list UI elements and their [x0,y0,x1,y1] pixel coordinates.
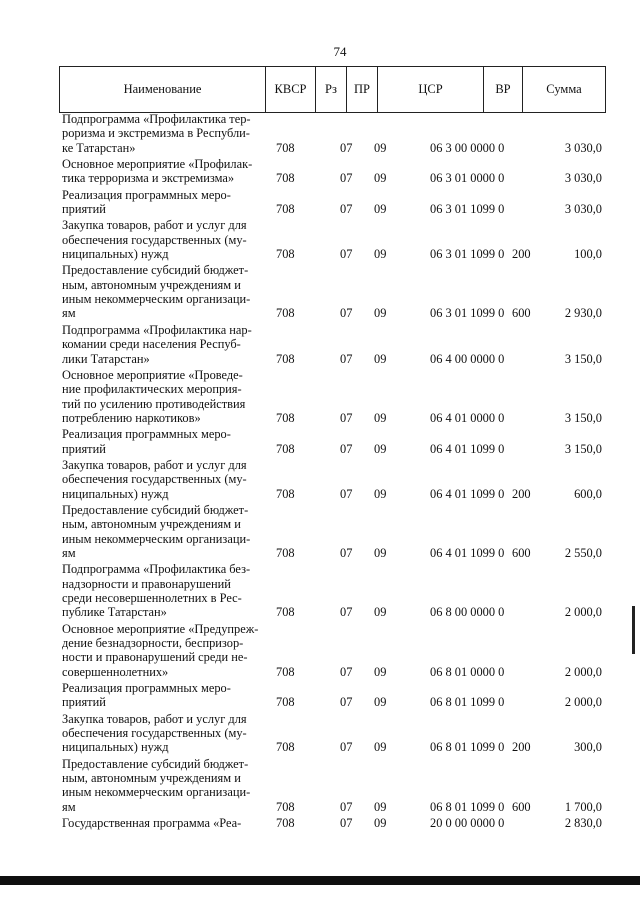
row-pr: 09 [374,664,387,679]
row-kvsr: 708 [276,140,295,155]
row-pr: 09 [374,351,387,366]
row-kvsr: 708 [276,171,295,186]
row-name: Государственная программа «Реа- [62,816,242,831]
row-sum: 3 030,0 [564,202,602,217]
row-pr: 09 [374,202,387,217]
row-kvsr: 708 [276,740,295,755]
header-sum: Сумма [523,67,606,113]
row-kvsr: 708 [276,351,295,366]
row-csr: 06 4 01 0000 0 [430,410,505,425]
row-sum: 2 930,0 [564,306,602,321]
row-kvsr: 708 [276,816,295,831]
row-vr: 200 [512,486,531,501]
row-csr: 06 4 01 1099 0 [430,486,505,501]
row-rz: 07 [340,799,353,814]
row-vr: 600 [512,545,531,560]
row-kvsr: 708 [276,799,295,814]
row-pr: 09 [374,695,387,710]
row-pr: 09 [374,306,387,321]
row-csr: 06 4 01 1099 0 [430,441,505,456]
row-csr: 06 8 01 1099 0 [430,799,505,814]
row-sum: 1 700,0 [564,799,602,814]
row-kvsr: 708 [276,664,295,679]
row-name: Основное мероприятие «Профилак- тика терроризма и экстремизма» [62,157,253,186]
row-kvsr: 708 [276,410,295,425]
row-pr: 09 [374,441,387,456]
row-csr: 20 0 00 0000 0 [430,816,505,831]
header-pr: ПР [347,67,378,113]
table-row [62,188,614,217]
row-vr: 600 [512,306,531,321]
row-rz: 07 [340,664,353,679]
row-sum: 3 030,0 [564,171,602,186]
table-row [62,816,614,830]
row-vr: 600 [512,799,531,814]
row-name: Предоставление субсидий бюджет- ным, автономным учреждениям и иным некоммерческим организаци- ям [62,502,251,560]
row-name: Подпрограмма «Профилактика без- надзорности и правонарушений среди несовершеннолетних в Рес- публике Татарстан» [62,562,251,620]
row-pr: 09 [374,410,387,425]
row-csr: 06 4 00 0000 0 [430,351,505,366]
scan-edge-mark [632,606,635,654]
table-row [62,562,614,619]
row-vr: 200 [512,740,531,755]
row-kvsr: 708 [276,545,295,560]
header-rz: Рз [316,67,347,113]
row-vr: 200 [512,247,531,262]
row-rz: 07 [340,202,353,217]
row-sum: 2 550,0 [564,545,602,560]
row-sum: 3 150,0 [564,410,602,425]
row-name: Закупка товаров, работ и услуг для обеспечения государственных (му- ниципальных) нужд [62,457,247,501]
row-pr: 09 [374,140,387,155]
row-csr: 06 8 01 0000 0 [430,664,505,679]
row-rz: 07 [340,306,353,321]
row-csr: 06 3 01 1099 0 [430,202,505,217]
row-name: Предоставление субсидий бюджет- ным, автономным учреждениям и иным некоммерческим организаци- ям [62,756,251,814]
header-kvsr: КВСР [266,67,316,113]
row-sum: 3 150,0 [564,351,602,366]
row-name: Предоставление субсидий бюджет- ным, автономным учреждениям и иным некоммерческим организаци- ям [62,263,251,321]
table-row [62,263,614,320]
table-row [62,712,614,755]
table-row [62,622,614,679]
table-row [62,112,614,155]
row-rz: 07 [340,247,353,262]
row-pr: 09 [374,816,387,831]
row-pr: 09 [374,545,387,560]
row-sum: 100,0 [574,247,602,262]
row-sum: 3 030,0 [564,140,602,155]
row-csr: 06 8 00 0000 0 [430,605,505,620]
row-rz: 07 [340,171,353,186]
row-rz: 07 [340,410,353,425]
row-pr: 09 [374,486,387,501]
table-row [62,323,614,366]
row-pr: 09 [374,740,387,755]
row-name: Закупка товаров, работ и услуг для обеспечения государственных (му- ниципальных) нужд [62,711,247,755]
budget-table-header [59,66,606,113]
table-row [62,503,614,560]
row-pr: 09 [374,171,387,186]
row-csr: 06 3 01 1099 0 [430,306,505,321]
row-csr: 06 3 00 0000 0 [430,140,505,155]
row-csr: 06 8 01 1099 0 [430,740,505,755]
row-name: Основное мероприятие «Проведе- ние профилактических мероприя- тий по усилению противодействия потреблению наркотиков» [62,367,246,425]
row-kvsr: 708 [276,695,295,710]
row-csr: 06 3 01 0000 0 [430,171,505,186]
header-csr: ЦСР [378,67,484,113]
row-pr: 09 [374,605,387,620]
row-kvsr: 708 [276,247,295,262]
budget-table-body [62,112,614,831]
row-sum: 2 830,0 [564,816,602,831]
row-pr: 09 [374,799,387,814]
table-row [62,681,614,710]
row-rz: 07 [340,695,353,710]
row-rz: 07 [340,441,353,456]
row-rz: 07 [340,486,353,501]
row-csr: 06 4 01 1099 0 [430,545,505,560]
row-kvsr: 708 [276,202,295,217]
header-name: Наименование [60,67,266,113]
row-kvsr: 708 [276,441,295,456]
row-csr: 06 8 01 1099 0 [430,695,505,710]
row-kvsr: 708 [276,605,295,620]
table-row [62,157,614,186]
row-csr: 06 3 01 1099 0 [430,247,505,262]
header-row [60,67,606,113]
row-pr: 09 [374,247,387,262]
row-kvsr: 708 [276,306,295,321]
header-vr: ВР [484,67,523,113]
row-kvsr: 708 [276,486,295,501]
row-rz: 07 [340,740,353,755]
table-row [62,218,614,261]
row-sum: 2 000,0 [564,605,602,620]
row-name: Подпрограмма «Профилактика тер- роризма и экстремизма в Республи- ке Татарстан» [62,112,251,155]
row-rz: 07 [340,140,353,155]
row-sum: 600,0 [574,486,602,501]
row-rz: 07 [340,545,353,560]
table-row [62,757,614,814]
row-rz: 07 [340,605,353,620]
row-name: Реализация программных меро- приятий [62,427,231,456]
row-sum: 3 150,0 [564,441,602,456]
row-sum: 2 000,0 [564,695,602,710]
row-rz: 07 [340,351,353,366]
row-name: Основное мероприятие «Предупреж- дение безнадзорности, беспризор- ности и правонарушений среди не- совершеннолетних» [62,621,259,679]
row-sum: 2 000,0 [564,664,602,679]
row-name: Подпрограмма «Профилактика нар- комании среди населения Респуб- лики Татарстан» [62,322,252,366]
row-rz: 07 [340,816,353,831]
table-row [62,427,614,456]
scan-bottom-border [0,876,640,885]
row-name: Закупка товаров, работ и услуг для обеспечения государственных (му- ниципальных) нужд [62,218,247,262]
row-name: Реализация программных меро- приятий [62,187,231,217]
table-row [62,368,614,425]
table-row [62,458,614,501]
page-number: 74 [333,44,347,59]
row-sum: 300,0 [574,740,602,755]
row-name: Реализация программных меро- приятий [62,681,231,710]
